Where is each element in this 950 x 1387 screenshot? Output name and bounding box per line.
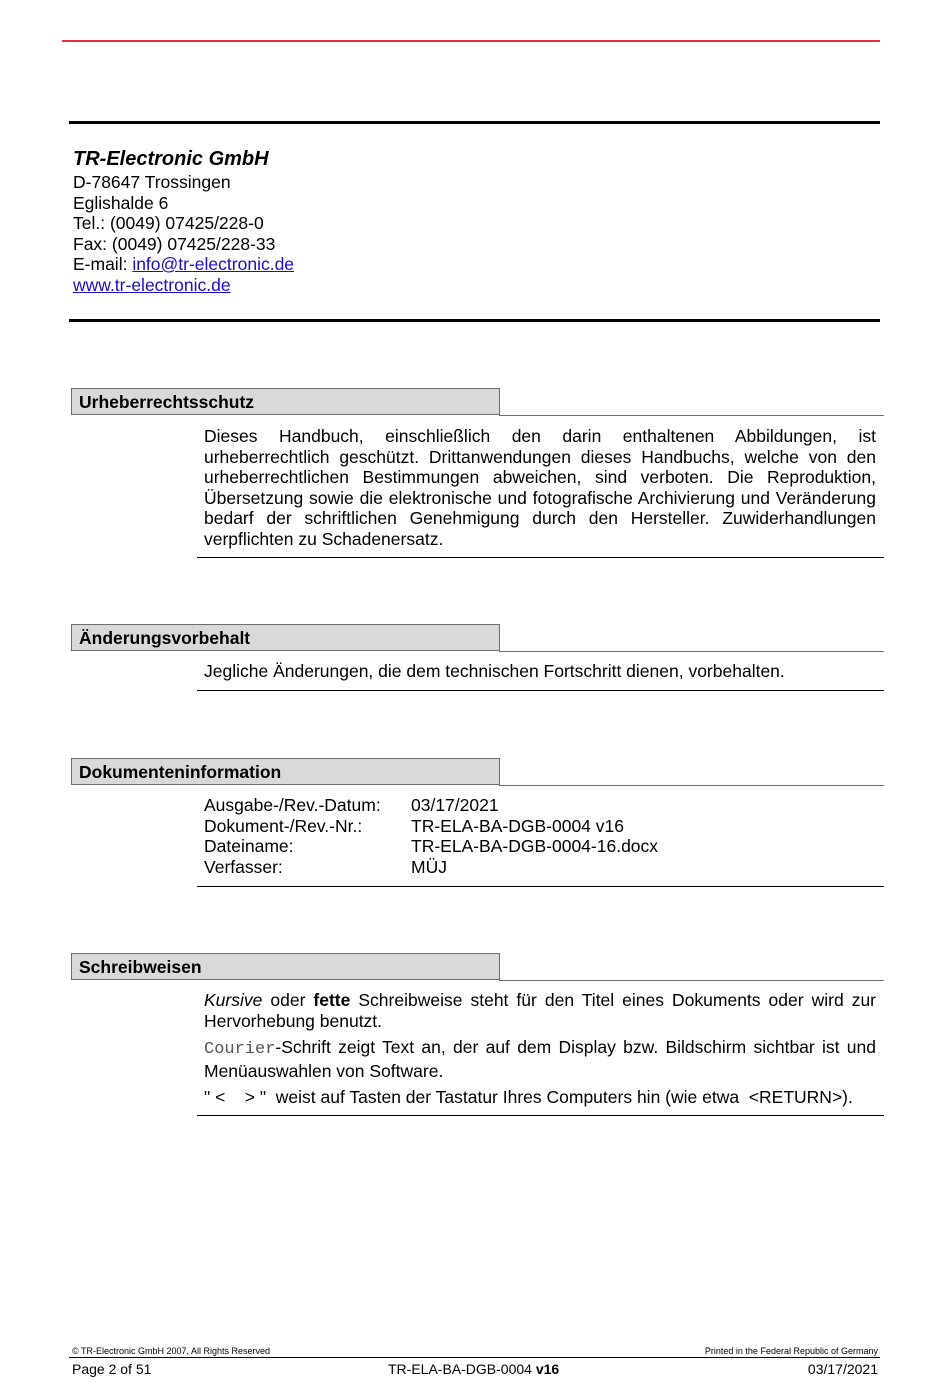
- conventions-para-1: [204, 990, 876, 1031]
- docinfo-key: Dateiname:: [204, 836, 294, 856]
- footer-date: 03/17/2021: [807, 1361, 878, 1377]
- section-rule-conventions: [499, 980, 884, 981]
- bold-example: fette: [313, 990, 351, 1010]
- company-block: [73, 146, 294, 295]
- company-postal: D-78647 Trossingen: [73, 172, 231, 192]
- docinfo-row: [204, 836, 876, 857]
- footer-doc-rev: v16: [535, 1361, 560, 1377]
- docinfo-value: TR-ELA-BA-DGB-0004-16.docx: [411, 836, 659, 856]
- section-rule-copyright: [499, 415, 884, 416]
- docinfo-key: Ausgabe-/Rev.-Datum:: [204, 795, 381, 815]
- conventions-para-2-rest: -Schrift zeigt Text an, der auf dem Display bzw. Bildschirm sichtbar ist und Menüauswahlen von Software.: [204, 1037, 876, 1081]
- conventions-para-2: [204, 1037, 876, 1081]
- changes-text: Jegliche Änderungen, die dem technischen Fortschritt dienen, vorbehalten.: [204, 661, 785, 681]
- section-bottom-changes: [197, 690, 884, 691]
- footer-doc-id: [388, 1361, 559, 1377]
- footer-copyright: © TR-Electronic GmbH 2007, All Rights Reserved: [72, 1346, 271, 1356]
- docinfo-row: [204, 816, 876, 837]
- copyright-text: Dieses Handbuch, einschließlich den darin enthaltenen Abbildungen, ist urheberrechtlich geschützt. Drittanwendungen dieses Handbuchs, welche von den urheberrechtlichen Bestimmungen abweichen, sind verboten. Die Reproduktion, Übersetzung sowie die elektronische und fotografische Archivierung und Veränderung bedarf der schriftlichen Genehmigung durch den Hersteller. Zuwiderhandlungen verpflichten zu Schadenersatz.: [204, 426, 876, 549]
- docinfo-value: TR-ELA-BA-DGB-0004 v16: [411, 815, 624, 836]
- conventions-body: [204, 990, 876, 1114]
- company-bottom-divider: [69, 319, 880, 322]
- section-bottom-conventions: [197, 1115, 884, 1116]
- footer-doc-id-text: TR-ELA-BA-DGB-0004: [388, 1361, 536, 1377]
- company-street: Eglishalde 6: [73, 192, 169, 213]
- company-tel: Tel.: (0049) 07425/228-0: [73, 213, 264, 233]
- section-header-copyright: Urheberrechtsschutz: [71, 388, 500, 415]
- docinfo-row: [204, 857, 876, 878]
- email-link[interactable]: info@tr-electronic.de: [132, 254, 295, 274]
- footer-printed: Printed in the Federal Republic of Germany: [704, 1346, 878, 1356]
- docinfo-key: Dokument-/Rev.-Nr.:: [204, 815, 363, 836]
- section-header-docinfo: Dokumenteninformation: [71, 758, 500, 785]
- section-rule-docinfo: [499, 785, 884, 786]
- oder-text: oder: [262, 990, 314, 1010]
- docinfo-row: [204, 795, 876, 816]
- docinfo-value: MÜJ: [411, 856, 447, 877]
- docinfo-key: Verfasser:: [204, 856, 283, 877]
- courier-example: Courier: [204, 1040, 276, 1059]
- company-website-row: [73, 275, 294, 296]
- docinfo-value: 03/17/2021: [411, 795, 499, 815]
- section-bottom-docinfo: [197, 886, 884, 887]
- email-label: E-mail:: [73, 254, 133, 274]
- conventions-para-3: " < > " weist auf Tasten der Tastatur Ihres Computers hin (wie etwa <RETURN>).: [204, 1087, 853, 1107]
- section-rule-changes: [499, 651, 884, 652]
- footer-page-number: Page 2 of 51: [72, 1361, 152, 1377]
- company-name: TR-Electronic GmbH: [73, 148, 269, 170]
- conventions-para-1-rest: Schreibweise steht für den Titel eines Dokuments oder wird zur Hervorhebung benutzt.: [204, 990, 877, 1031]
- website-link[interactable]: www.tr-electronic.de: [73, 274, 231, 295]
- italic-example: Kursive: [204, 990, 263, 1010]
- top-divider: [69, 121, 880, 124]
- footer-divider: [69, 1357, 880, 1358]
- company-fax: Fax: (0049) 07425/228-33: [73, 233, 276, 254]
- company-email-row: [73, 254, 294, 275]
- docinfo-table: [204, 795, 876, 877]
- header-red-line: [62, 40, 880, 42]
- section-header-conventions: Schreibweisen: [71, 953, 500, 980]
- section-header-changes: Änderungsvorbehalt: [71, 624, 500, 651]
- section-bottom-copyright: [197, 557, 884, 558]
